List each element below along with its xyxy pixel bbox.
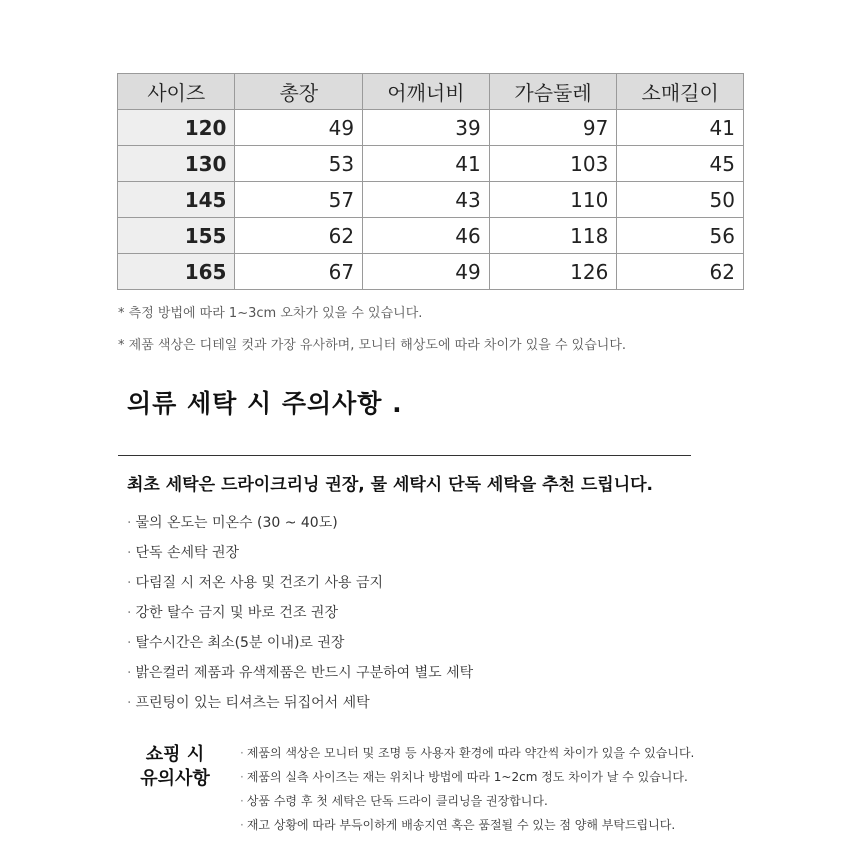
bullet-icon: · — [127, 515, 132, 531]
table-row — [118, 110, 744, 146]
list-item — [127, 632, 473, 662]
list-item — [127, 572, 473, 602]
size-table-header-row — [118, 74, 744, 110]
list-item-text: 단독 손세탁 권장 — [135, 545, 240, 561]
bullet-icon: · — [127, 605, 132, 621]
measurement-note: * 측정 방법에 따라 1~3cm 오차가 있을 수 있습니다. — [118, 306, 423, 321]
bullet-icon: · — [240, 770, 244, 784]
list-item-text: 제품의 실측 사이즈는 재는 위치나 방법에 따라 1~2cm 정도 차이가 날 수 있습니다. — [246, 770, 688, 784]
bullet-icon: · — [127, 695, 132, 711]
list-item-text: 물의 온도는 미온수 (30 ~ 40도) — [135, 515, 338, 531]
table-row — [118, 254, 744, 290]
sleeve-length-cell: 41 — [617, 110, 744, 146]
size-cell: 145 — [118, 182, 235, 218]
size-cell: 130 — [118, 146, 235, 182]
chest-cell: 126 — [489, 254, 617, 290]
list-item-text: 밝은컬러 제품과 유색제품은 반드시 구분하여 별도 세탁 — [135, 665, 474, 681]
chest-cell: 118 — [489, 218, 617, 254]
total-length-cell: 67 — [235, 254, 363, 290]
color-note: * 제품 색상은 디테일 컷과 가장 유사하며, 모니터 해상도에 따라 차이가 있을 수 있습니다. — [118, 338, 627, 353]
header-shoulder-width: 어깨너비 — [363, 74, 490, 110]
header-size: 사이즈 — [118, 74, 235, 110]
list-item-text: 프린팅이 있는 티셔츠는 뒤집어서 세탁 — [135, 695, 370, 711]
list-item — [127, 692, 473, 722]
bullet-icon: · — [240, 746, 244, 760]
care-divider — [118, 455, 691, 456]
table-row — [118, 146, 744, 182]
list-item — [127, 512, 473, 542]
care-instructions-list — [127, 512, 473, 722]
sleeve-length-cell: 50 — [617, 182, 744, 218]
size-cell: 165 — [118, 254, 235, 290]
chest-cell: 97 — [489, 110, 617, 146]
shoulder-width-cell: 39 — [363, 110, 490, 146]
list-item — [127, 602, 473, 632]
bullet-icon: · — [127, 545, 132, 561]
list-item — [240, 744, 694, 768]
bullet-icon: · — [127, 665, 132, 681]
measurement-notes — [118, 302, 626, 366]
sleeve-length-cell: 56 — [617, 218, 744, 254]
bullet-icon: · — [240, 818, 244, 832]
list-item — [127, 662, 473, 692]
care-title: 의류 세탁 시 주의사항 . — [127, 389, 403, 418]
list-item-text: 탈수시간은 최소(5분 이내)로 권장 — [135, 635, 345, 651]
total-length-cell: 62 — [235, 218, 363, 254]
total-length-cell: 53 — [235, 146, 363, 182]
size-cell: 120 — [118, 110, 235, 146]
list-item-text: 다림질 시 저온 사용 및 건조기 사용 금지 — [135, 575, 383, 591]
bullet-icon: · — [127, 575, 132, 591]
list-item-text: 재고 상황에 따라 부득이하게 배송지연 혹은 품절될 수 있는 점 양해 부탁드립니다. — [246, 818, 676, 832]
care-subtitle: 최초 세탁은 드라이크리닝 권장, 물 세탁시 단독 세탁을 추천 드립니다. — [127, 475, 653, 495]
table-row — [118, 218, 744, 254]
total-length-cell: 49 — [235, 110, 363, 146]
list-item-text: 제품의 색상은 모니터 및 조명 등 사용자 환경에 따라 약간씩 차이가 있을 수 있습니다. — [246, 746, 695, 760]
bullet-icon: · — [127, 635, 132, 651]
sleeve-length-cell: 62 — [617, 254, 744, 290]
shoulder-width-cell: 43 — [363, 182, 490, 218]
total-length-cell: 57 — [235, 182, 363, 218]
shopping-notice-list — [240, 744, 694, 840]
header-chest: 가슴둘레 — [489, 74, 617, 110]
shopping-label-line1: 쇼핑 시 — [145, 744, 205, 765]
list-item — [127, 542, 473, 572]
list-item — [240, 792, 694, 816]
size-table — [117, 73, 744, 290]
shopping-notice-label — [120, 743, 230, 791]
size-cell: 155 — [118, 218, 235, 254]
shoulder-width-cell: 41 — [363, 146, 490, 182]
shoulder-width-cell: 46 — [363, 218, 490, 254]
list-item — [240, 816, 694, 840]
list-item-text: 상품 수령 후 첫 세탁은 단독 드라이 클리닝을 권장합니다. — [246, 794, 548, 808]
header-total-length: 총장 — [235, 74, 363, 110]
header-sleeve-length: 소매길이 — [617, 74, 744, 110]
list-item — [240, 768, 694, 792]
bullet-icon: · — [240, 794, 244, 808]
shopping-label-line2: 유의사항 — [140, 768, 210, 789]
list-item-text: 강한 탈수 금지 및 바로 건조 권장 — [135, 605, 338, 621]
table-row — [118, 182, 744, 218]
chest-cell: 103 — [489, 146, 617, 182]
shoulder-width-cell: 49 — [363, 254, 490, 290]
chest-cell: 110 — [489, 182, 617, 218]
sleeve-length-cell: 45 — [617, 146, 744, 182]
